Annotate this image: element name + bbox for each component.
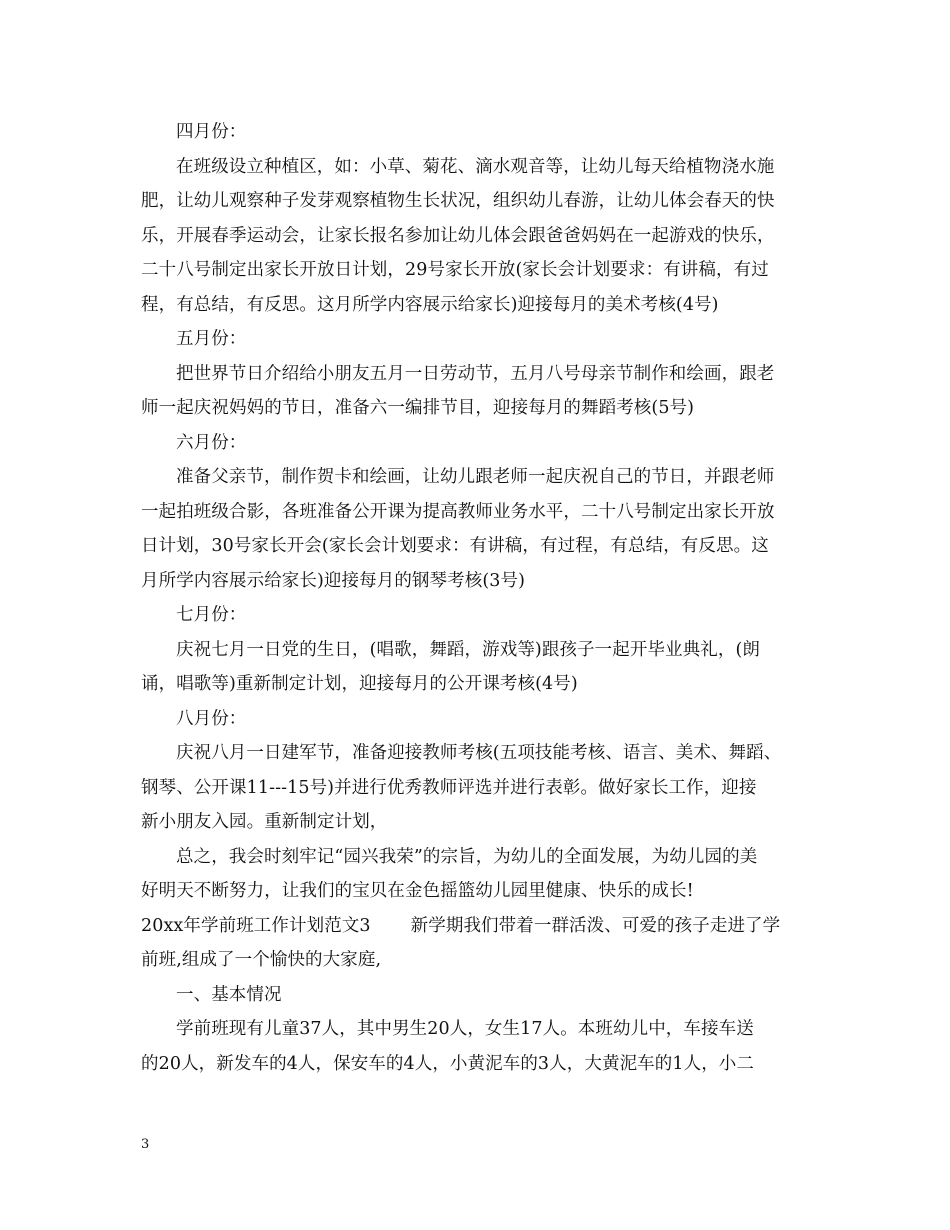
paragraph-line: 乐，开展春季运动会，让家长报名参加让幼儿体会跟爸爸妈妈在一起游戏的快乐， — [141, 225, 775, 246]
paragraph-line: 诵，唱歌等)重新制定计划，迎接每月的公开课考核(4号) — [141, 674, 578, 694]
paragraph-line: 学前班现有儿童37人，其中男生20人，女生17人。本班幼儿中，车接车送 — [176, 1019, 754, 1039]
paragraph-line: 前班,组成了一个愉快的大家庭, — [141, 950, 382, 970]
paragraph-line: 庆祝七月一日党的生日，(唱歌，舞蹈，游戏等)跟孩子一起开毕业典礼，(朗 — [176, 639, 760, 660]
section-heading-may: 五月份： — [176, 329, 247, 349]
paragraph-line: 二十八号制定出家长开放日计划，29号家长开放(家长会计划要求：有讲稿，有过 — [141, 260, 769, 280]
intro-text: 新学期我们带着一群活泼、可爱的孩子走进了学 — [410, 915, 781, 936]
paragraph-line: 日计划，30号家长开会(家长会计划要求：有讲稿，有过程，有总结，有反思。这 — [141, 536, 769, 556]
paragraph-line: 钢琴、公开课11---15号)并进行优秀教师评选并进行表彰。做好家长工作，迎接 — [141, 777, 757, 798]
article-title-line — [141, 909, 811, 944]
paragraph-line: 一起拍班级合影，各班准备公开课为提高教师业务水平，二十八号制定出家长开放 — [141, 501, 775, 522]
summary-paragraph-line: 总之，我会时刻牢记“园兴我荣”的宗旨，为幼儿的全面发展，为幼儿园的美 — [176, 846, 758, 867]
paragraph-line: 把世界节日介绍给小朋友五月一日劳动节，五月八号母亲节制作和绘画，跟老 — [176, 363, 775, 384]
section-heading-june: 六月份： — [176, 432, 247, 453]
section-heading-august: 八月份： — [176, 708, 247, 729]
summary-paragraph-line: 好明天不断努力，让我们的宝贝在金色摇篮幼儿园里健康、快乐的成长! — [141, 881, 694, 901]
document-body — [141, 115, 811, 1081]
page-number: 3 — [141, 1137, 150, 1152]
paragraph-line: 准备父亲节，制作贺卡和绘画，让幼儿跟老师一起庆祝自己的节日，并跟老师 — [176, 467, 775, 487]
article-title: 20xx年学前班工作计划范文3 — [141, 915, 371, 936]
paragraph-line: 的20人，新发车的4人，保安车的4人，小黄泥车的3人，大黄泥车的1人，小二 — [141, 1053, 755, 1074]
paragraph-line: 肥，让幼儿观察种子发芽观察植物生长状况，组织幼儿春游，让幼儿体会春天的快 — [141, 191, 775, 211]
paragraph-line: 新小朋友入园。重新制定计划， — [141, 812, 388, 832]
section-heading-july: 七月份： — [176, 605, 247, 625]
paragraph-line: 在班级设立种植区，如：小草、菊花、滴水观音等，让幼儿每天给植物浇水施 — [176, 156, 775, 177]
section-heading-basic-info: 一、基本情况 — [176, 984, 282, 1005]
paragraph-line: 师一起庆祝妈妈的节日，准备六一编排节目，迎接每月的舞蹈考核(5号) — [141, 398, 695, 418]
paragraph-line: 程，有总结，有反思。这月所学内容展示给家长)迎接每月的美术考核(4号) — [141, 294, 719, 315]
section-heading-april: 四月份： — [176, 122, 247, 142]
paragraph-line: 月所学内容展示给家长)迎接每月的钢琴考核(3号) — [141, 570, 526, 591]
paragraph-line: 庆祝八月一日建军节，准备迎接教师考核(五项技能考核、语言、美术、舞蹈、 — [176, 743, 782, 763]
